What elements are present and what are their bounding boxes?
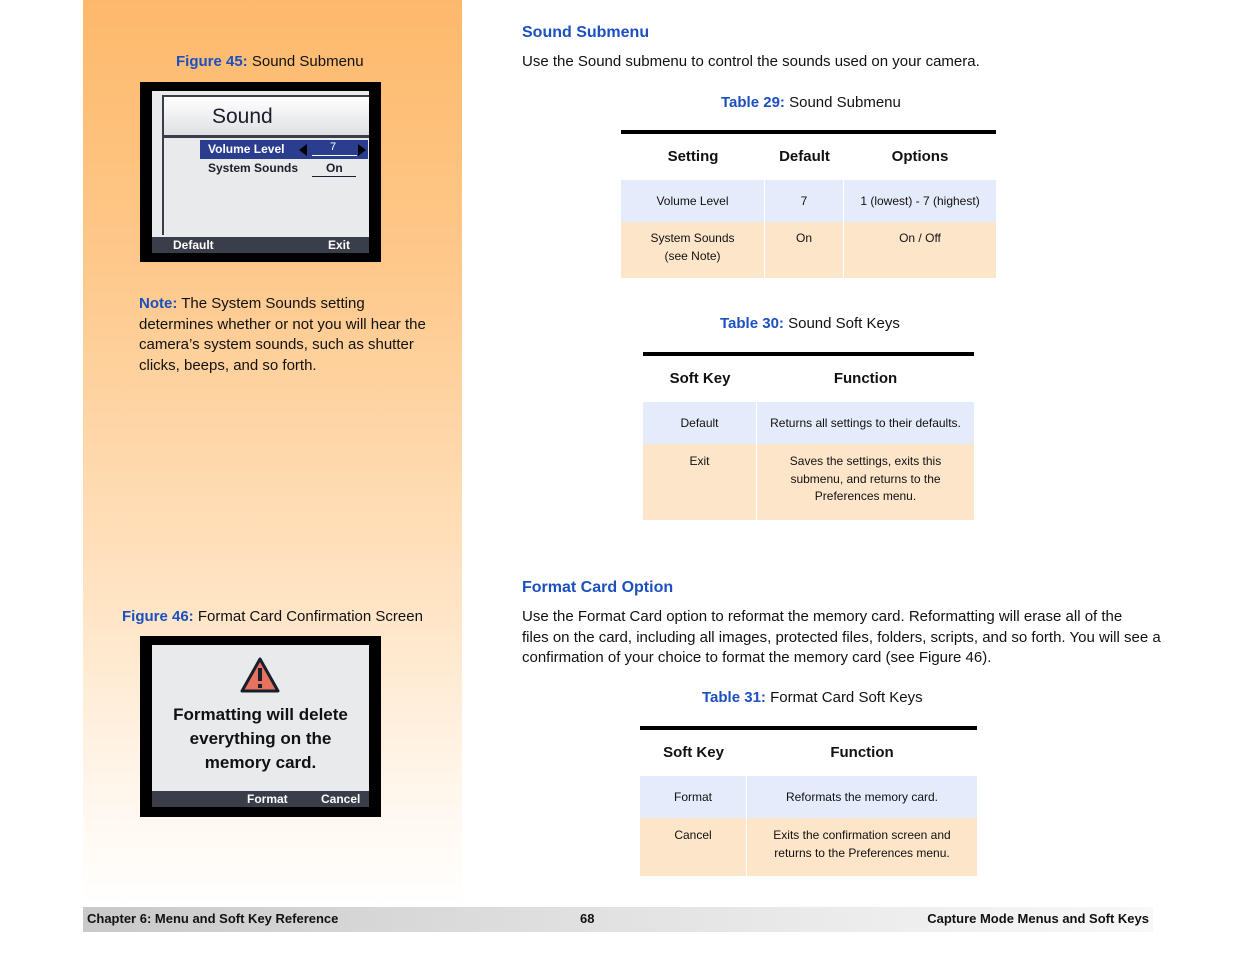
sound-soft-keys-table	[643, 352, 974, 520]
cell-setting	[621, 222, 765, 278]
sound-submenu-screenshot	[140, 82, 381, 262]
cell-function: Reformats the memory card.	[747, 776, 977, 818]
header-function: Function	[833, 370, 898, 387]
screen-cancel-softkey: Cancel	[321, 792, 361, 806]
cell-options: On / Off	[844, 222, 996, 278]
cell-default: On	[765, 222, 844, 278]
cell-default: 7	[765, 180, 844, 222]
figure-46-title: Format Card Confirmation Screen	[197, 608, 423, 625]
header-soft-key: Soft Key	[669, 370, 731, 387]
figure-45-caption	[176, 53, 364, 70]
cell-function-line: submenu, and returns to the	[790, 471, 941, 486]
table-row	[640, 776, 977, 818]
cell-soft-key: Cancel	[640, 818, 747, 876]
screen-default-softkey: Default	[173, 238, 214, 252]
table-row	[643, 402, 974, 444]
table-29-title: Sound Submenu	[789, 94, 901, 111]
figure-46-caption	[122, 608, 423, 625]
cell-soft-key: Format	[640, 776, 747, 818]
format-card-soft-keys-table	[640, 726, 977, 876]
screen-format-softkey: Format	[247, 792, 288, 806]
table-row	[643, 444, 974, 520]
format-card-line: confirmation of your choice to format the memory card (see Figure 46).	[522, 649, 992, 666]
screen-volume-label: Volume Level	[208, 142, 285, 156]
screen-message-line3: memory card.	[204, 753, 317, 772]
cell-soft-key: Default	[643, 402, 757, 444]
system-sounds-note	[139, 294, 439, 376]
screen-exit-softkey: Exit	[328, 238, 351, 252]
sound-submenu-table	[621, 130, 996, 278]
header-function: Function	[830, 744, 894, 761]
figure-46-label: Figure 46:	[122, 608, 194, 625]
cell-function-line: Saves the settings, exits this	[789, 454, 942, 468]
warning-icon	[240, 657, 280, 693]
note-label: Note:	[139, 295, 178, 312]
page-footer	[83, 907, 1153, 932]
screen-message-line2: everything on the	[189, 729, 332, 748]
cell-setting-name: System Sounds	[650, 231, 735, 245]
header-soft-key: Soft Key	[663, 744, 724, 761]
cell-options: 1 (lowest) - 7 (highest)	[844, 180, 996, 222]
footer-chapter: Chapter 6: Menu and Soft Key Reference	[87, 911, 339, 926]
table-row	[621, 180, 996, 222]
footer-section: Capture Mode Menus and Soft Keys	[927, 911, 1149, 926]
table-header-row	[640, 730, 977, 776]
table-31-label: Table 31:	[702, 689, 766, 706]
format-card-heading: Format Card Option	[522, 579, 674, 596]
table-header-row	[643, 356, 974, 402]
table-header-row	[621, 134, 996, 180]
cell-function: Returns all settings to their defaults.	[757, 402, 974, 444]
cell-function-line: returns to the Preferences menu.	[774, 845, 950, 860]
figure-45-title: Sound Submenu	[251, 53, 364, 70]
table-30-label: Table 30:	[720, 315, 784, 332]
cell-soft-key: Exit	[643, 444, 757, 520]
table-29-label: Table 29:	[721, 94, 785, 111]
table-row	[621, 222, 996, 278]
screen-message-line1: Formatting will delete	[173, 705, 348, 724]
table-29-caption	[721, 94, 901, 111]
format-card-line: files on the card, including all images, protected files, folders, scripts, and so forth. You will see a	[522, 628, 1161, 646]
table-31-title: Format Card Soft Keys	[770, 689, 923, 706]
cell-setting: Volume Level	[621, 180, 765, 222]
footer-page-number: 68	[580, 911, 595, 926]
sound-submenu-intro: Use the Sound submenu to control the sounds used on your camera.	[522, 53, 980, 70]
table-31-caption	[702, 689, 923, 706]
format-card-paragraph	[522, 607, 1161, 669]
screen-heading: Sound	[212, 105, 273, 128]
cell-function	[747, 818, 977, 876]
header-options: Options	[891, 148, 949, 165]
format-card-line: Use the Format Card option to reformat the memory card. Reformatting will erase all of the	[522, 608, 1123, 625]
sound-submenu-heading: Sound Submenu	[522, 24, 650, 41]
header-default: Default	[779, 148, 830, 165]
cell-setting-note: (see Note)	[664, 248, 721, 263]
screen-system-sounds-label: System Sounds	[208, 161, 299, 175]
table-30-title: Sound Soft Keys	[788, 315, 900, 332]
screen-volume-value: 7	[330, 141, 337, 153]
cell-function-line: Preferences menu.	[814, 489, 917, 503]
figure-45-label: Figure 45:	[176, 53, 248, 70]
table-row	[640, 818, 977, 876]
header-setting: Setting	[667, 148, 719, 165]
screen-system-sounds-value: On	[326, 161, 343, 175]
cell-function	[757, 444, 974, 520]
cell-function-line: Exits the confirmation screen and	[773, 828, 951, 842]
table-30-caption	[720, 315, 900, 332]
note-text: The System Sounds setting determines whether or not you will hear the camera’s system sounds, such as shutter clicks, beeps, and so forth.	[139, 295, 426, 374]
format-card-screenshot	[140, 636, 381, 817]
